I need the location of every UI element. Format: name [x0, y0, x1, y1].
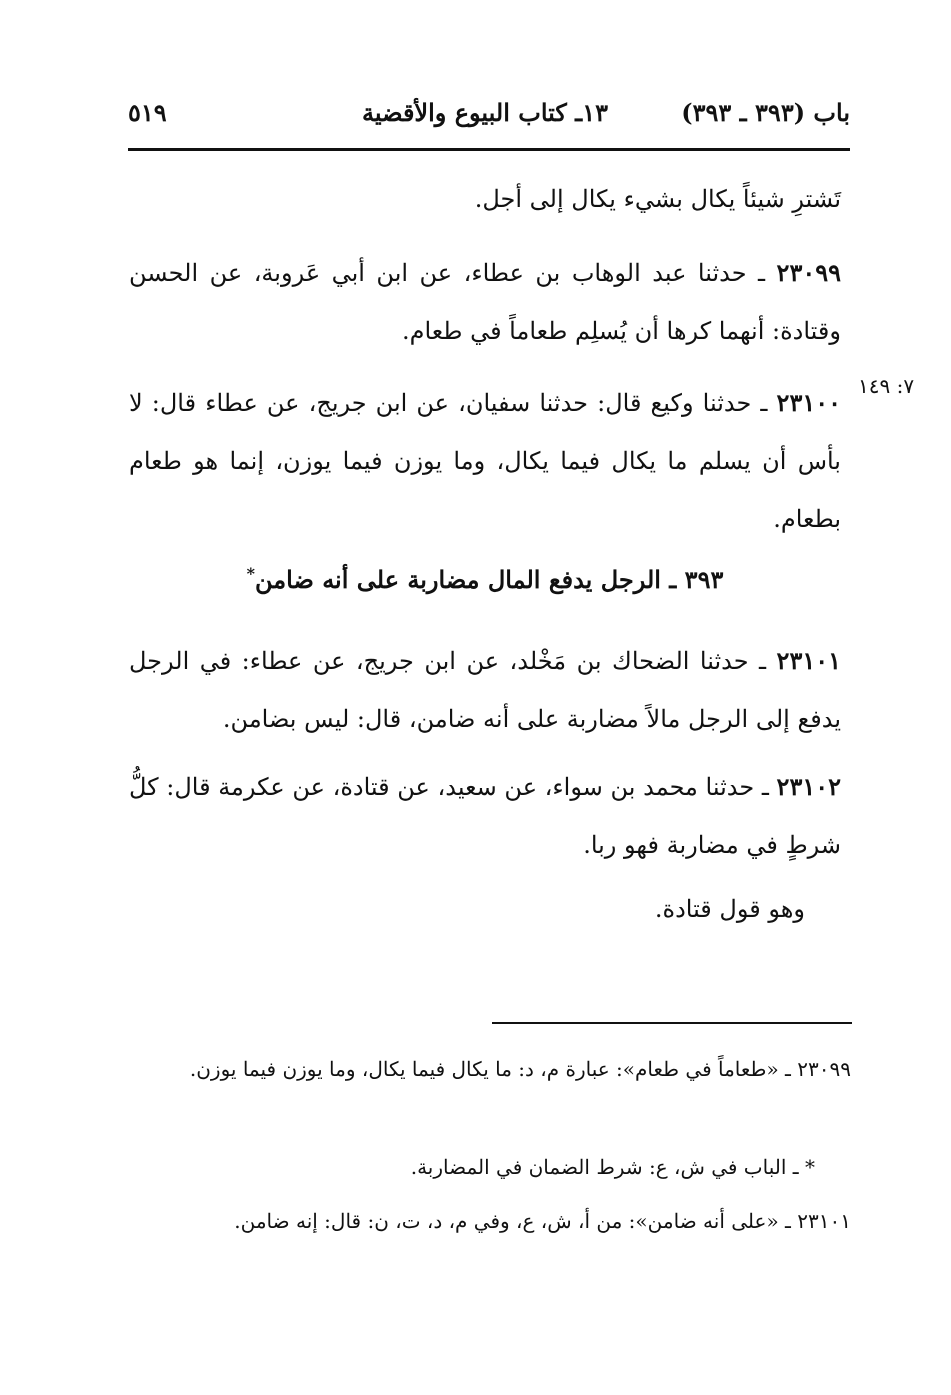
paragraph-text: وهو قول قتادة.	[654, 895, 805, 923]
page-number: ٥١٩	[128, 98, 167, 127]
running-header	[128, 96, 850, 144]
hadith-23099	[129, 244, 841, 360]
footnote-1: ٢٣٠٩٩ ـ «طعاماً في طعام»: عبارة م، د: ما يكال فيما يكال، وما يوزن فيما يوزن.	[189, 1057, 851, 1081]
section-heading	[129, 564, 841, 594]
closing-remark	[129, 880, 805, 938]
hadith-number: ٢٣٠٩٩	[776, 258, 841, 287]
hadith-number: ٢٣١٠١	[776, 646, 841, 675]
hadith-text: ـ حدثنا محمد بن سواء، عن سعيد، عن قتادة، عن عكرمة قال: كلُّ شرطٍ في مضاربة فهو ربا.	[129, 773, 841, 859]
hadith-text: ـ حدثنا الضحاك بن مَخْلد، عن ابن جريج، عن عطاء: في الرجل يدفع إلى الرجل مالاً مضاربة على أنه ضامن، قال: ليس بضامن.	[129, 647, 841, 733]
book-title: ١٣ـ كتاب البيوع والأقضية	[362, 98, 608, 127]
paragraph-continuation	[129, 174, 841, 224]
section-star: *	[246, 564, 256, 583]
footnote-2: * ـ الباب في ش، ع: شرط الضمان في المضاربة.	[410, 1155, 815, 1179]
section-title-text: ٣٩٣ ـ الرجل يدفع المال مضاربة على أنه ضامن	[255, 565, 724, 594]
header-rule	[128, 148, 850, 151]
hadith-23100	[129, 374, 841, 548]
hadith-number: ٢٣١٠٢	[776, 772, 841, 801]
margin-reference: ٧: ١٤٩	[858, 374, 915, 398]
footnote-rule	[492, 1022, 852, 1024]
hadith-number: ٢٣١٠٠	[776, 388, 841, 417]
paragraph-text: تَشترِ شيئاً يكال بشيء يكال إلى أجل.	[474, 185, 841, 213]
footnote-3: ٢٣١٠١ ـ «على أنه ضامن»: من أ، ش، ع، وفي م، د، ت، ن: قال: إنه ضامن.	[234, 1209, 851, 1233]
hadith-text: ـ حدثنا عبد الوهاب بن عطاء، عن ابن أبي عَروبة، عن الحسن وقتادة: أنهما كرها أن يُسلِم طعاماً في طعام.	[129, 259, 841, 345]
hadith-23102	[129, 758, 841, 874]
hadith-23101	[129, 632, 841, 748]
chapter-range: باب (٣٩٣ ـ ٣٩٣)	[681, 98, 850, 127]
hadith-text: ـ حدثنا وكيع قال: حدثنا سفيان، عن ابن جريج، عن عطاء قال: لا بأس أن يسلم ما يكال فيما يكال، وما يوزن فيما يوزن، إنما هو طعام بطعام.	[129, 389, 841, 533]
